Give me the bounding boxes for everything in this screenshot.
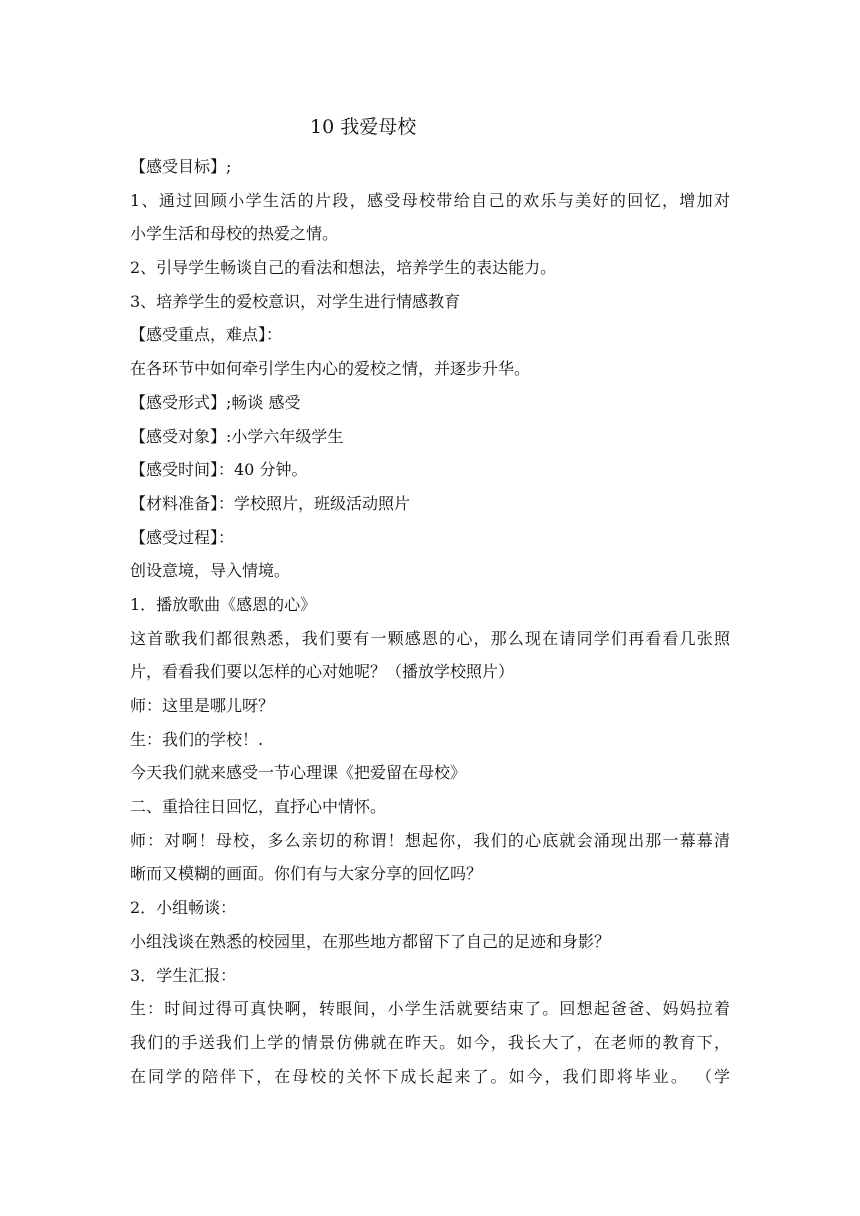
dialogue-line: 生：时间过得可真快啊，转眼间，小学生活就要结束了。回想起爸爸、妈妈拉着 (130, 999, 730, 1019)
section-heading-time: 【感受时间】：40 分钟。 (130, 460, 308, 480)
section-heading-key-points: 【感受重点，难点】： (130, 325, 283, 345)
paragraph-line: 2、引导学生畅谈自己的看法和想法，培养学生的表达能力。 (130, 258, 557, 278)
paragraph-line: 小学生活和母校的热爱之情。 (130, 224, 339, 244)
paragraph-line: 今天我们就来感受一节心理课《把爱留在母校》 (130, 763, 467, 783)
dialogue-line: 生：我们的学校！. (130, 729, 264, 749)
paragraph-line: 创设意境，导入情境。 (130, 561, 291, 581)
dialogue-line: 师：这里是哪儿呀？ (130, 696, 275, 715)
paragraph-line: 片，看看我们要以怎样的心对她呢？（播放学校照片） (130, 662, 515, 682)
document-title: 10 我爱母校 (310, 116, 417, 138)
paragraph-line: 这首歌我们都很熟悉，我们要有一颗感恩的心，那么现在请同学们再看看几张照 (130, 628, 730, 648)
section-heading-goals: 【感受目标】; (130, 157, 232, 176)
paragraph-line: 3、培养学生的爱校意识，对学生进行情感教育 (130, 291, 461, 311)
step-heading: 2．小组畅谈： (130, 898, 237, 918)
section-heading-recall: 二、重拾往日回忆，直抒心中情怀。 (130, 797, 387, 817)
step-heading: 3．学生汇报： (130, 965, 237, 985)
paragraph-line: 在各环节中如何牵引学生内心的爱校之情，并逐步升华。 (130, 359, 531, 379)
section-heading-materials: 【材料准备】：学校照片，班级活动照片 (130, 493, 411, 513)
section-heading-format: 【感受形式】;畅谈 感受 (130, 392, 301, 412)
dialogue-line: 师：对啊！母校，多么亲切的称谓！想起你，我们的心底就会涌现出那一幕幕清 (130, 830, 730, 850)
paragraph-line: 我们的手送我们上学的情景仿佛就在昨天。如今，我长大了，在老师的教育下， (130, 1032, 730, 1052)
section-heading-process: 【感受过程】： (130, 527, 235, 547)
step-heading: 1．播放歌曲《感恩的心》 (130, 594, 317, 614)
document-body (130, 150, 730, 1093)
paragraph-line: 小组浅谈在熟悉的校园里，在那些地方都留下了自己的足迹和身影？ (130, 931, 611, 951)
paragraph-line: 在同学的陪伴下，在母校的关怀下成长起来了。如今，我们即将毕业。 （学 (130, 1066, 730, 1086)
paragraph-line: 1、通过回顾小学生活的片段，感受母校带给自己的欢乐与美好的回忆，增加对 (130, 190, 730, 210)
paragraph-line: 晰而又模糊的画面。你们有与大家分享的回忆吗？ (130, 864, 483, 884)
section-heading-audience: 【感受对象】:小学六年级学生 (130, 426, 344, 446)
